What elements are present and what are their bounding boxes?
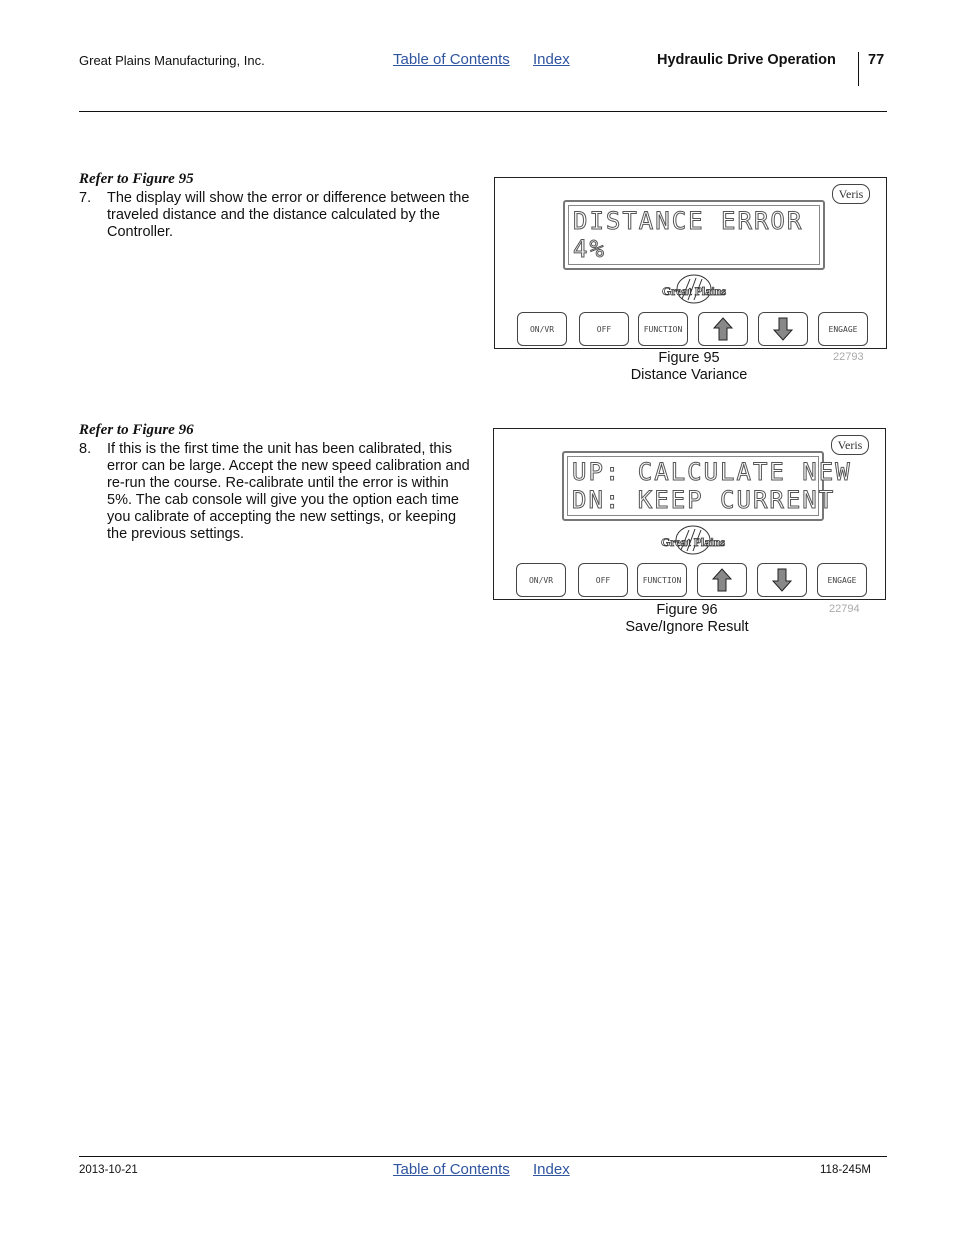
down-arrow-icon xyxy=(772,568,792,592)
lcd-line-2: 4% xyxy=(573,235,606,263)
on-vr-button[interactable]: ON/VR xyxy=(517,312,567,346)
logo-text: Great Plains xyxy=(660,535,726,549)
lcd-display xyxy=(563,200,825,270)
great-plains-logo xyxy=(655,524,731,556)
footer-toc-link[interactable]: Table of Contents xyxy=(393,1161,510,1178)
function-button[interactable]: FUNCTION xyxy=(637,563,687,597)
header-rule xyxy=(79,111,887,112)
figure-95-caption xyxy=(579,350,799,384)
veris-logo: Veris xyxy=(831,435,869,455)
footer-date: 2013-10-21 xyxy=(79,1164,138,1176)
up-button[interactable] xyxy=(698,312,748,346)
header-index-link[interactable]: Index xyxy=(533,51,570,68)
page-number: 77 xyxy=(868,52,885,68)
function-button[interactable]: FUNCTION xyxy=(638,312,688,346)
refer-figure-95: Refer to Figure 95 xyxy=(79,171,194,187)
step-number: 7. xyxy=(79,190,92,206)
lcd-line-1: UP: CALCULATE NEW xyxy=(572,458,852,486)
step-text: The display will show the error or difference between the traveled distance and the distance calculated by the Controller. xyxy=(107,190,470,240)
figure-95-id: 22793 xyxy=(833,351,864,363)
off-button[interactable]: OFF xyxy=(578,563,628,597)
step-text: If this is the first time the unit has been calibrated, this error can be large. Accept the new speed calibration and re-run the course. Re-calibrate until the error is within 5%. The cab console will give you the option each time you calibrate of accepting the new settings, or keeping the previous settings. xyxy=(107,441,470,542)
caption-text: Distance Variance xyxy=(630,367,748,383)
footer-index-link[interactable]: Index xyxy=(533,1161,570,1178)
up-button[interactable] xyxy=(697,563,747,597)
caption-title: Figure 96 xyxy=(656,602,718,618)
company-name: Great Plains Manufacturing, Inc. xyxy=(79,53,265,68)
on-vr-button[interactable]: ON/VR xyxy=(516,563,566,597)
lcd-line-1: DISTANCE ERROR xyxy=(573,207,804,235)
footer-rule xyxy=(79,1156,887,1157)
great-plains-logo xyxy=(656,273,732,305)
lcd-display xyxy=(562,451,852,521)
engage-button[interactable]: ENGAGE xyxy=(818,312,868,346)
lcd-line-2: DN: KEEP CURRENT xyxy=(572,486,836,514)
header-toc-link[interactable]: Table of Contents xyxy=(393,51,510,68)
logo-text: Great Plains xyxy=(661,284,727,298)
veris-logo: Veris xyxy=(832,184,870,204)
refer-figure-96: Refer to Figure 96 xyxy=(79,422,194,438)
engage-button[interactable]: ENGAGE xyxy=(817,563,867,597)
down-button[interactable] xyxy=(758,312,808,346)
header-divider xyxy=(858,52,859,86)
step-number: 8. xyxy=(79,441,92,457)
down-arrow-icon xyxy=(773,317,793,341)
section-title: Hydraulic Drive Operation xyxy=(657,52,836,68)
figure-96-caption xyxy=(577,602,797,636)
figure-96-console xyxy=(493,428,886,600)
up-arrow-icon xyxy=(712,568,732,592)
down-button[interactable] xyxy=(757,563,807,597)
off-button[interactable]: OFF xyxy=(579,312,629,346)
figure-96-id: 22794 xyxy=(829,603,860,615)
figure-95-console xyxy=(494,177,887,349)
up-arrow-icon xyxy=(713,317,733,341)
footer-doc-number: 118-245M xyxy=(820,1164,871,1176)
caption-title: Figure 95 xyxy=(658,350,720,366)
caption-text: Save/Ignore Result xyxy=(625,619,749,635)
